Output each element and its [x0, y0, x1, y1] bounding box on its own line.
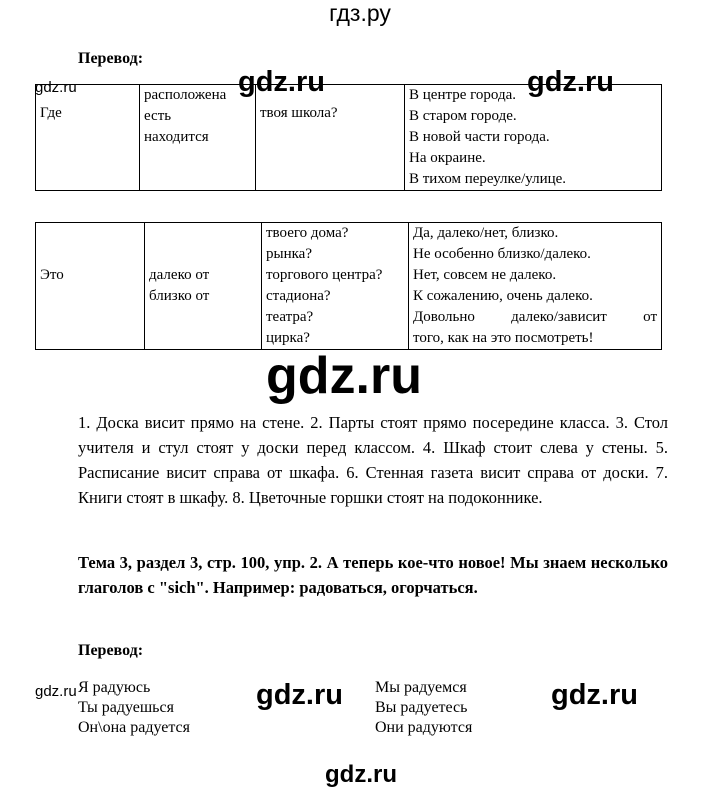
this-word: Это: [40, 267, 64, 283]
place-option: театра?: [266, 309, 314, 325]
watermark-logo: gdz.ru: [527, 66, 614, 98]
place-option: твоего дома?: [266, 225, 349, 241]
watermark-logo: gdz.ru: [325, 761, 397, 788]
translation-heading-2: Перевод:: [78, 642, 144, 659]
where-cell: [36, 85, 140, 191]
this-cell: [36, 223, 145, 350]
reply-option: К сожалению, очень далеко.: [413, 288, 593, 304]
verb-option: есть: [144, 108, 172, 124]
school-cell: [256, 85, 405, 191]
conjugation-form: Ты радуешься: [78, 699, 174, 716]
distance-option: близко от: [149, 288, 210, 304]
answer-option: На окраине.: [409, 150, 486, 166]
answer-option: В старом городе.: [409, 108, 517, 124]
distance-table: [35, 222, 662, 350]
place-option: цирка?: [266, 330, 310, 346]
watermark-logo: gdz.ru: [238, 66, 325, 98]
conjugation-form: Мы радуемся: [375, 679, 467, 696]
reply-option: Довольно далеко/зависит от: [413, 309, 657, 325]
conjugation-plural: [375, 678, 472, 738]
conjugation-form: Он\она радуется: [78, 719, 191, 736]
site-title: гдз.ру: [329, 0, 391, 26]
answer-cell: [405, 85, 662, 191]
place-option: стадиона?: [266, 288, 331, 304]
verb-cell: [140, 85, 256, 191]
place-option: торгового центра?: [266, 267, 383, 283]
school-question: твоя школа?: [260, 105, 338, 121]
location-table: [35, 84, 662, 191]
distance-option: далеко от: [149, 267, 210, 283]
exercise-answers: 1. Доска висит прямо на стене. 2. Парты стоят прямо посередине класса. 3. Стол учителя и стул стоят у доски перед классом. 4. Шкаф стоит слева у стены. 5. Расписание висит справа от шкафа. 6. Стенная газета висит справа от доски. 7. Книги стоят в шкафу. 8. Цветочные горшки стоят на подоконнике.: [78, 413, 668, 507]
watermark-logo: gdz.ru: [35, 683, 77, 700]
verb-option: находится: [144, 129, 209, 145]
answer-option: В центре города.: [409, 87, 516, 103]
answer-option: В новой части города.: [409, 129, 550, 145]
reply-option: Не особенно близко/далеко.: [413, 246, 591, 262]
where-word: Где: [40, 105, 62, 121]
watermark-logo: gdz.ru: [35, 79, 77, 96]
distance-cell: [145, 223, 262, 350]
watermark-logo: gdz.ru: [256, 679, 343, 711]
watermark-logo: gdz.ru: [266, 347, 422, 405]
translation-heading-1: Перевод:: [78, 50, 144, 67]
conjugation-form: Вы радуетесь: [375, 699, 468, 716]
reply-option: Да, далеко/нет, близко.: [413, 225, 559, 241]
place-cell: [262, 223, 409, 350]
place-option: рынка?: [266, 246, 312, 262]
reply-option: Нет, совсем не далеко.: [413, 267, 557, 283]
conjugation-form: Я радуюсь: [78, 679, 151, 696]
reply-option: того, как на это посмотреть!: [413, 330, 594, 346]
watermark-logo: gdz.ru: [551, 679, 638, 711]
answer-option: В тихом переулке/улице.: [409, 171, 567, 187]
reply-cell: [409, 223, 662, 350]
task-heading: Тема 3, раздел 3, стр. 100, упр. 2. А теперь кое-что новое! Мы знаем несколько глаголов с "sich". Например: радоваться, огорчаться.: [78, 553, 668, 597]
conjugation-form: Они радуются: [375, 719, 473, 736]
verb-option: расположена: [144, 87, 227, 103]
conjugation-singular: [78, 678, 190, 738]
